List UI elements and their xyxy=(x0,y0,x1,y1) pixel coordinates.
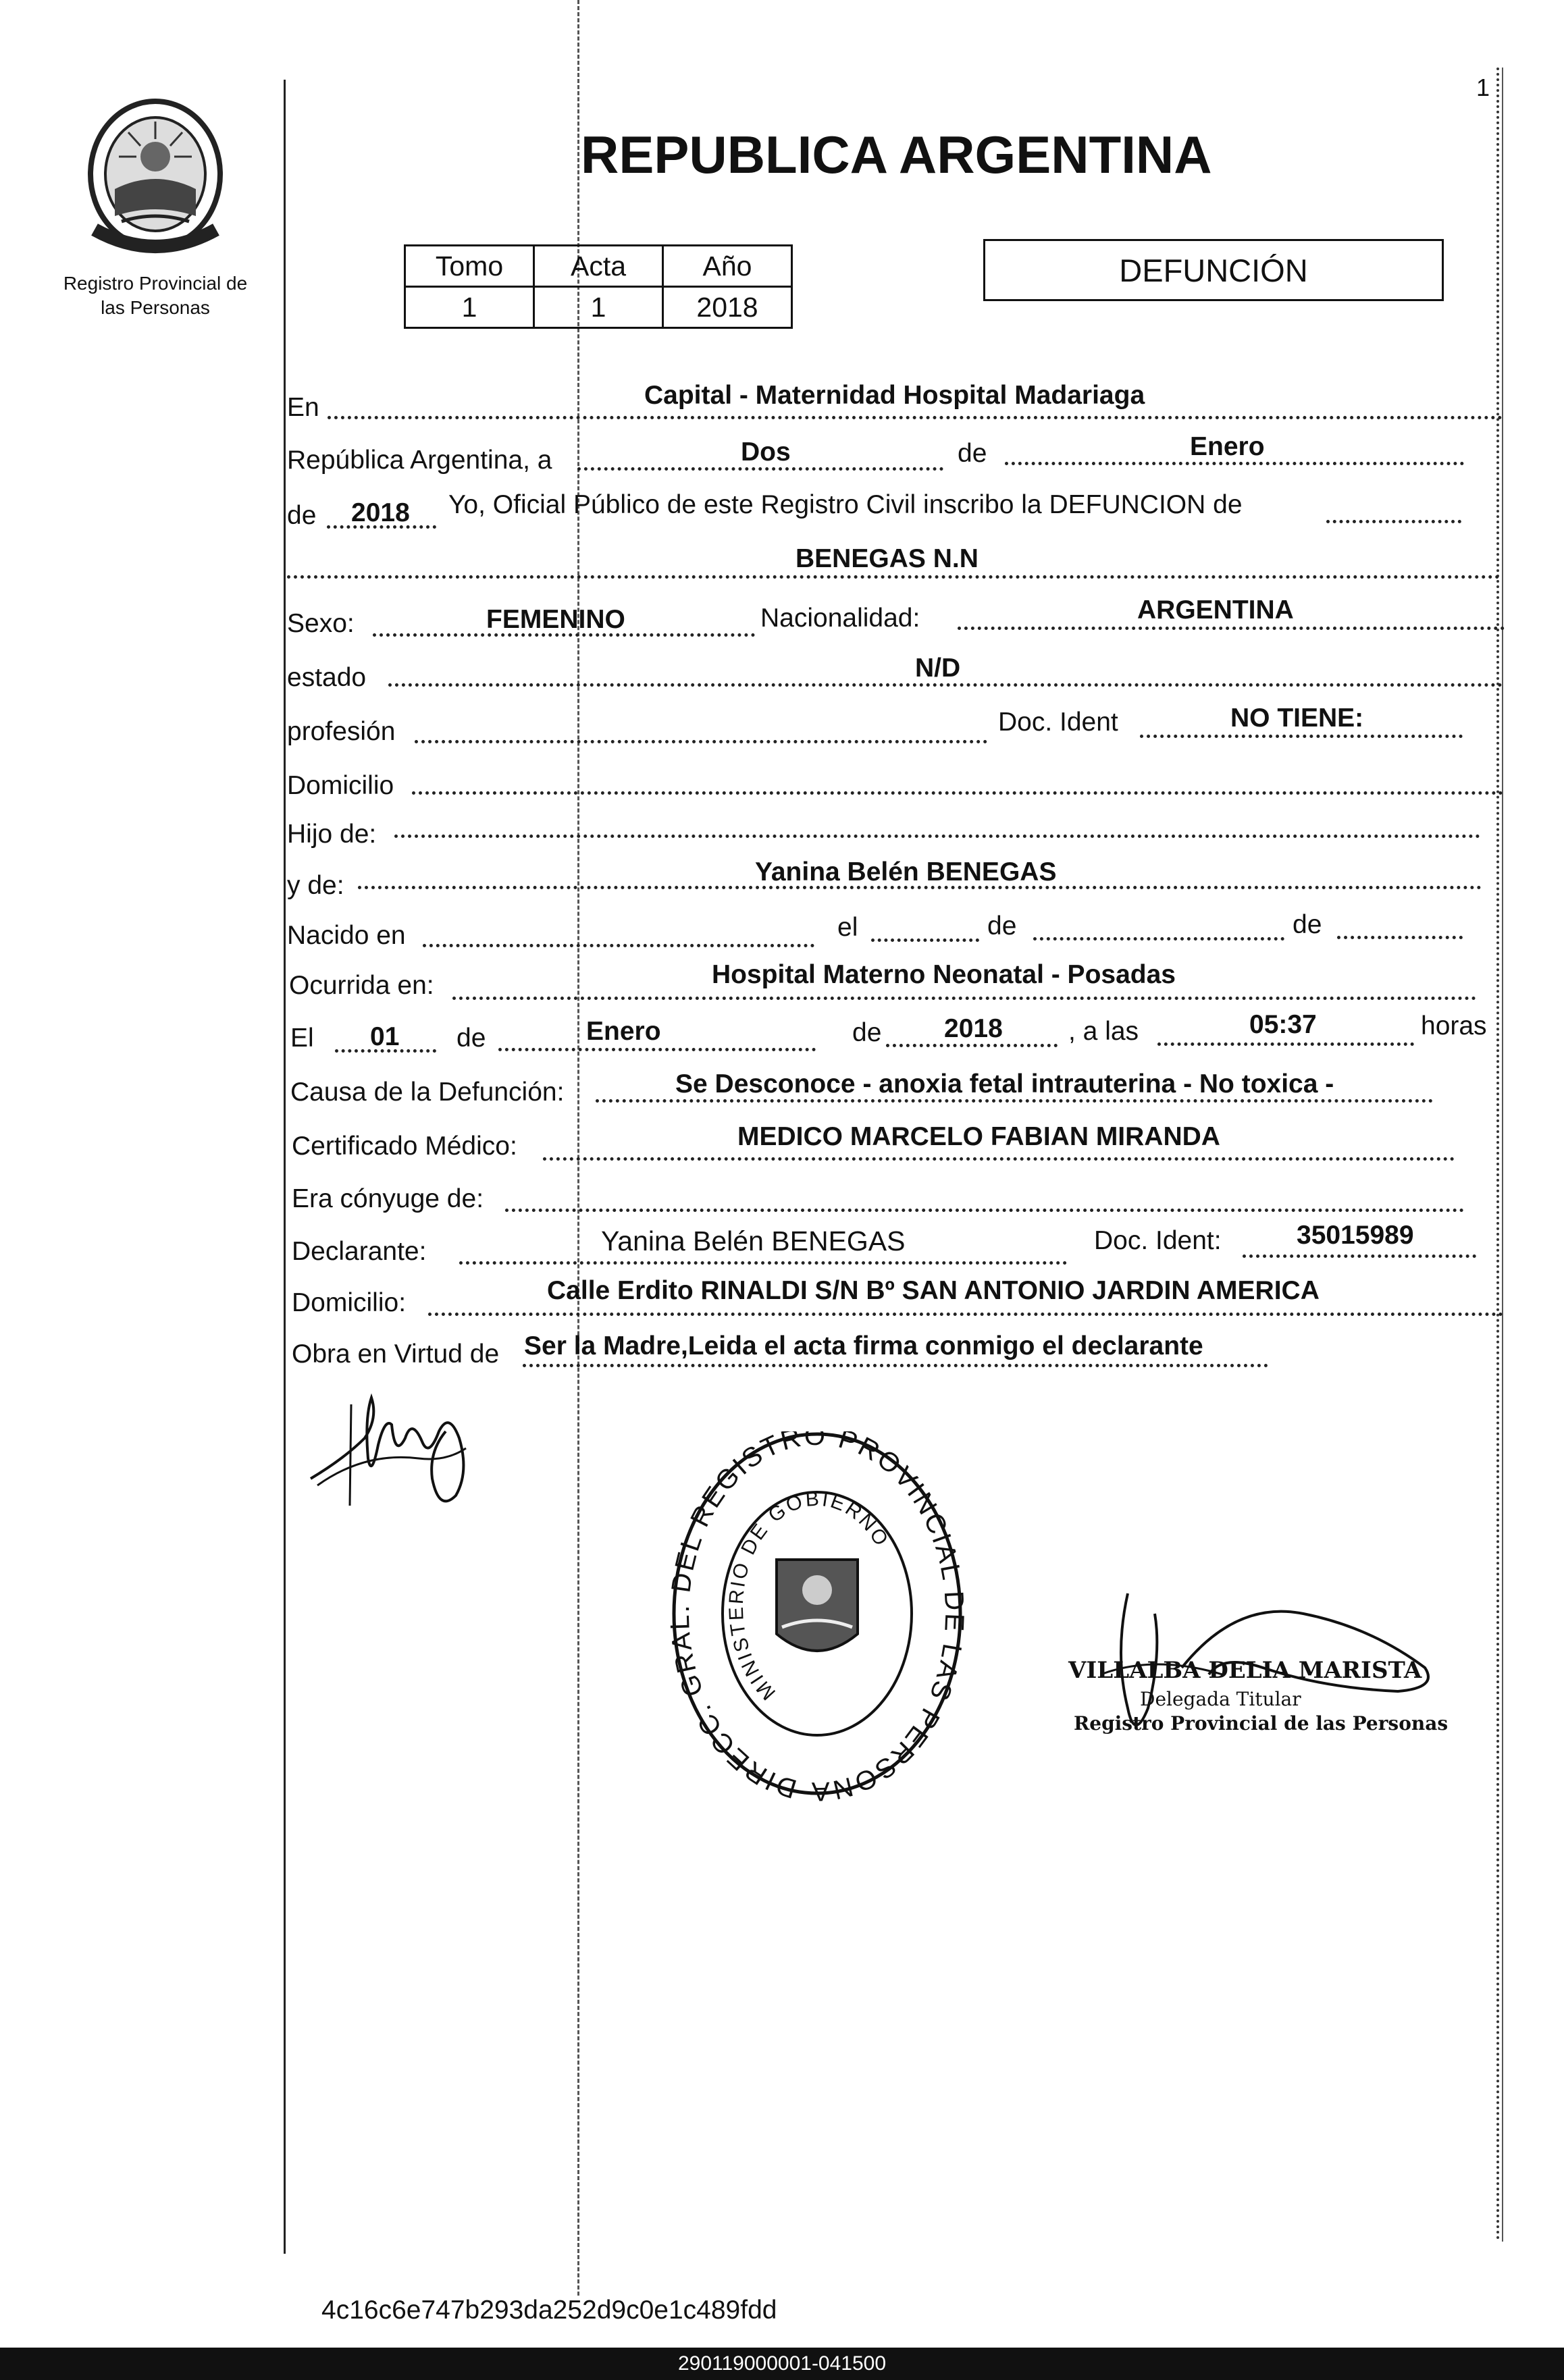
value-ocurrida: Hospital Materno Neonatal - Posadas xyxy=(712,960,1176,989)
acta-value: 1 xyxy=(534,287,663,328)
value-estado: N/D xyxy=(915,654,961,683)
official-name: VILLALBA DELIA MARISTA xyxy=(1068,1657,1422,1684)
dotted-line xyxy=(498,1048,816,1051)
dotted-line xyxy=(1140,735,1463,738)
dotted-line xyxy=(394,835,1480,838)
dotted-line xyxy=(1337,936,1463,939)
label-y-de: y de: xyxy=(287,871,344,900)
left-margin-line xyxy=(284,80,286,2254)
dotted-line xyxy=(596,1099,1433,1103)
stamp-shield-icon xyxy=(777,1560,858,1651)
official-stamp xyxy=(669,1431,966,1809)
page-number: 1 xyxy=(1476,74,1490,101)
label-doc-ident: Doc. Ident xyxy=(998,708,1118,737)
dotted-line xyxy=(505,1209,1464,1212)
label-en: En xyxy=(287,393,319,422)
label-conyuge: Era cónyuge de: xyxy=(292,1184,484,1213)
official-office: Registro Provincial de las Personas xyxy=(1074,1712,1449,1735)
right-margin-line xyxy=(1496,68,1499,2242)
logo-caption: Registro Provincial de las Personas xyxy=(63,273,248,319)
label-profesion: profesión xyxy=(287,717,396,746)
dotted-line xyxy=(428,1313,1503,1316)
register-table xyxy=(404,244,793,329)
dotted-line xyxy=(1243,1254,1476,1258)
center-fold-line xyxy=(577,0,579,2296)
value-sexo: FEMENINO xyxy=(486,605,625,634)
dotted-line xyxy=(328,416,1503,419)
footer-bar xyxy=(0,2348,1564,2380)
label-nacido-en: Nacido en xyxy=(287,921,406,950)
document-title: REPUBLICA ARGENTINA xyxy=(581,125,1212,184)
label-ocurrida-en: Ocurrida en: xyxy=(289,971,434,1000)
dotted-line xyxy=(1033,937,1284,941)
dotted-line xyxy=(452,997,1476,1000)
dotted-line xyxy=(388,683,1503,687)
label-causa: Causa de la Defunción: xyxy=(290,1078,565,1107)
right-edge-line xyxy=(1502,68,1503,2242)
label-domicilio: Domicilio xyxy=(287,771,394,800)
dotted-line xyxy=(523,1364,1268,1367)
label-a-las: , a las xyxy=(1068,1017,1139,1046)
label-domicilio-declarante: Domicilio: xyxy=(292,1288,407,1317)
label-de: de xyxy=(287,501,317,530)
label-obra: Obra en Virtud de xyxy=(292,1340,500,1369)
value-mes: Enero xyxy=(1190,432,1265,461)
dotted-line xyxy=(287,575,1500,579)
dotted-line xyxy=(871,938,979,942)
label-hijo-de: Hijo de: xyxy=(287,820,377,849)
value-dia-ocurrida: 01 xyxy=(370,1022,400,1051)
value-obra: Ser la Madre,Leida el acta firma conmigo el declarante xyxy=(524,1331,1203,1360)
label-de: de xyxy=(852,1018,882,1047)
value-hora: 05:37 xyxy=(1249,1010,1317,1039)
value-nombre: BENEGAS N.N xyxy=(796,544,979,573)
dotted-line xyxy=(958,627,1505,630)
label-de: de xyxy=(1293,910,1322,939)
barcode-text: 290119000001-041500 xyxy=(677,2352,887,2375)
label-estado: estado xyxy=(287,663,367,692)
value-declarante-domicilio: Calle Erdito RINALDI S/N Bº SAN ANTONIO JARDIN AMERICA xyxy=(547,1276,1320,1305)
value-madre: Yanina Belén BENEGAS xyxy=(755,857,1057,887)
document-hash: 4c16c6e747b293da252d9c0e1c489fdd xyxy=(321,2296,777,2325)
value-nacionalidad: ARGENTINA xyxy=(1137,596,1294,625)
value-anio: 2018 xyxy=(351,498,410,527)
label-republica: República Argentina, a xyxy=(287,446,552,475)
official-role: Delegada Titular xyxy=(1140,1688,1301,1710)
dotted-line xyxy=(577,467,943,471)
label-doc-ident-declarante: Doc. Ident: xyxy=(1094,1226,1222,1255)
dotted-line xyxy=(1326,520,1461,523)
document-type-box xyxy=(983,239,1444,301)
stamp-outer-text: DIRECC. GRA DEL REGISTRO PROVINCIAL LAS PERSONA xyxy=(669,1431,966,1807)
label-de: de xyxy=(457,1024,486,1053)
label-sexo: Sexo: xyxy=(287,609,355,638)
label-de: de xyxy=(987,911,1017,941)
dotted-line xyxy=(423,944,814,947)
label-de: de xyxy=(958,439,987,468)
dotted-line xyxy=(1005,462,1464,465)
dotted-line xyxy=(1157,1042,1414,1046)
value-certificado: MEDICO MARCELO FABIAN MIRANDA xyxy=(737,1122,1220,1151)
anio-header: Año xyxy=(663,246,792,287)
label-certificado: Certificado Médico: xyxy=(292,1132,517,1161)
value-doc-ident: NO TIENE: xyxy=(1230,704,1364,733)
tomo-value: 1 xyxy=(405,287,534,328)
declarant-signature xyxy=(304,1377,493,1512)
value-mes-ocurrida: Enero xyxy=(586,1017,661,1046)
dotted-line xyxy=(543,1157,1455,1161)
value-declarante: Yanina Belén BENEGAS xyxy=(601,1225,906,1257)
label-nacionalidad: Nacionalidad: xyxy=(760,604,920,633)
dotted-line xyxy=(459,1261,1067,1265)
acta-header: Acta xyxy=(534,246,663,287)
label-declarante: Declarante: xyxy=(292,1237,427,1266)
value-anio-ocurrida: 2018 xyxy=(944,1014,1003,1043)
label-el: el xyxy=(837,913,858,942)
anio-value: 2018 xyxy=(663,287,792,328)
dotted-line xyxy=(412,791,1503,795)
label-horas: horas xyxy=(1421,1011,1487,1040)
dotted-line xyxy=(415,740,987,743)
document-type: DEFUNCIÓN xyxy=(1119,252,1308,288)
value-causa: Se Desconoce - anoxia fetal intrauterina - No toxica - xyxy=(675,1069,1334,1099)
value-declarante-doc: 35015989 xyxy=(1297,1221,1414,1250)
value-dia: Dos xyxy=(741,438,791,467)
value-lugar: Capital - Maternidad Hospital Madariaga xyxy=(644,381,1145,410)
label-yo: Yo, Oficial Público de este Registro Civil inscribo la DEFUNCION de xyxy=(448,490,1243,519)
dotted-line xyxy=(886,1044,1058,1047)
stamp-inner-text: MINISTERIO DE GOBIERNO xyxy=(725,1487,893,1705)
province-shield-logo xyxy=(81,95,230,257)
label-el: El xyxy=(290,1024,314,1053)
tomo-header: Tomo xyxy=(405,246,534,287)
